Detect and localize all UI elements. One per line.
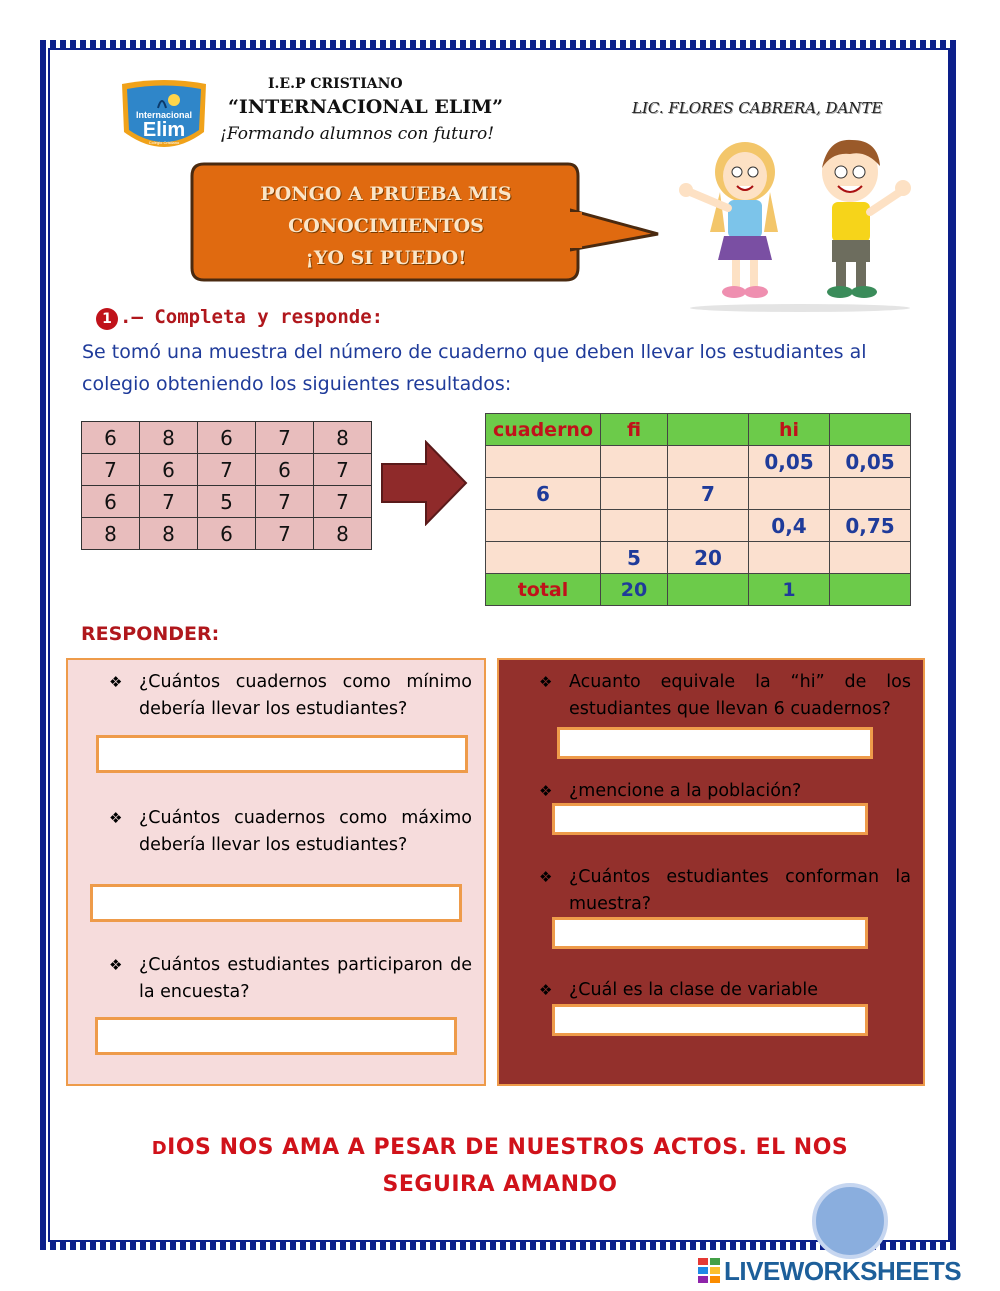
school-logo <box>118 80 210 162</box>
answer-input-population[interactable] <box>552 803 868 835</box>
table-cell: 7 <box>314 454 372 486</box>
column-header <box>830 414 911 446</box>
table-cell: 0,05 <box>830 446 911 478</box>
answer-input-hi[interactable] <box>557 727 873 759</box>
table-cell: 6 <box>486 478 601 510</box>
svg-text:Internacional: Internacional <box>135 110 193 120</box>
table-row <box>82 422 372 454</box>
column-header: cuaderno <box>486 414 601 446</box>
question-number-badge: 1 <box>96 308 118 330</box>
table-cell <box>601 510 668 542</box>
table-row <box>486 542 911 574</box>
table-cell <box>668 446 749 478</box>
table-cell: 6 <box>198 518 256 550</box>
table-cell <box>668 510 749 542</box>
bullet-icon: ❖ <box>539 673 553 691</box>
bullet-icon: ❖ <box>539 981 553 999</box>
table-cell: 7 <box>198 454 256 486</box>
table-cell: 1 <box>749 574 830 606</box>
question-variable: ❖ ¿Cuál es la clase de variable <box>569 977 911 1004</box>
table-header-row <box>486 414 911 446</box>
table-cell: 6 <box>140 454 198 486</box>
answer-input-variable[interactable] <box>552 1004 868 1036</box>
bubble-text: PONGO A PRUEBA MIS CONOCIMIENTOS ¡YO SI PUEDO! <box>260 183 512 269</box>
table-cell <box>486 446 601 478</box>
table-cell: 6 <box>256 454 314 486</box>
table-cell: 8 <box>314 422 372 454</box>
table-row <box>82 486 372 518</box>
bullet-icon: ❖ <box>539 868 553 886</box>
svg-text:Elim: Elim <box>142 119 186 141</box>
bullet-icon: ❖ <box>109 809 123 827</box>
footer-message: DIOS NOS AMA A PESAR DE NUESTROS ACTOS. EL NOS SEGUIRA AMANDO <box>151 1135 849 1197</box>
answer-input-max[interactable] <box>90 884 462 922</box>
respond-heading: RESPONDER: <box>81 623 220 645</box>
school-type: I.E.P CRISTIANO <box>268 76 403 92</box>
table-cell: 8 <box>140 518 198 550</box>
answer-input-participants[interactable] <box>95 1017 457 1055</box>
table-cell: 0,75 <box>830 510 911 542</box>
table-cell: 7 <box>256 422 314 454</box>
frequency-table <box>485 413 911 606</box>
school-slogan: ¡Formando alumnos con futuro! <box>220 124 495 144</box>
svg-text:Colegio Cristiano: Colegio Cristiano <box>148 140 180 145</box>
bullet-icon: ❖ <box>109 956 123 974</box>
column-header: hi <box>749 414 830 446</box>
question-title: .– Completa y responde: <box>120 306 384 328</box>
table-cell: 7 <box>668 478 749 510</box>
table-cell <box>668 574 749 606</box>
table-cell <box>749 478 830 510</box>
speech-bubble-tail <box>570 200 662 260</box>
right-arrow-icon <box>380 440 468 526</box>
table-cell: 6 <box>82 486 140 518</box>
table-row <box>82 454 372 486</box>
table-row <box>486 510 911 542</box>
teacher-name: LIC. FLORES CABRERA, DANTE <box>632 99 883 117</box>
school-name: “INTERNACIONAL ELIM” <box>228 96 504 118</box>
table-cell: 20 <box>601 574 668 606</box>
column-header <box>668 414 749 446</box>
kids-illustration <box>660 132 930 312</box>
table-cell: 8 <box>314 518 372 550</box>
table-cell: 6 <box>198 422 256 454</box>
table-total-row <box>486 574 911 606</box>
table-cell: 0,4 <box>749 510 830 542</box>
table-cell <box>830 478 911 510</box>
table-cell <box>486 542 601 574</box>
table-cell <box>830 574 911 606</box>
table-cell <box>749 542 830 574</box>
question-population: ❖ ¿mencione a la población? <box>569 778 911 805</box>
table-cell <box>601 446 668 478</box>
table-cell: 20 <box>668 542 749 574</box>
table-cell: 8 <box>82 518 140 550</box>
bullet-icon: ❖ <box>109 673 123 691</box>
table-cell: 7 <box>256 518 314 550</box>
table-cell <box>830 542 911 574</box>
column-header: fi <box>601 414 668 446</box>
table-cell <box>486 510 601 542</box>
question-hi-six: ❖ Acuanto equivale la “hi” de los estudiantes que llevan 6 cuadernos? <box>569 669 911 723</box>
question-intro: Se tomó una muestra del número de cuaderno que deben llevar los estudiantes al colegio obteniendo los siguientes resultados: <box>82 341 867 395</box>
table-cell <box>601 478 668 510</box>
table-cell: 8 <box>140 422 198 454</box>
raw-data-table <box>81 421 372 550</box>
table-row <box>486 478 911 510</box>
table-row <box>486 446 911 478</box>
liveworksheets-logo-icon <box>698 1258 720 1284</box>
table-cell: 5 <box>198 486 256 518</box>
table-cell: 7 <box>256 486 314 518</box>
check-answers-button[interactable] <box>812 1183 888 1259</box>
bullet-icon: ❖ <box>539 782 553 800</box>
answer-input-sample[interactable] <box>552 917 868 949</box>
question-participants: ❖ ¿Cuántos estudiantes participaron de la encuesta? <box>139 952 472 1006</box>
table-cell: total <box>486 574 601 606</box>
table-cell: 7 <box>314 486 372 518</box>
table-cell: 5 <box>601 542 668 574</box>
question-min-notebooks: ❖ ¿Cuántos cuadernos como mínimo debería llevar los estudiantes? <box>139 669 472 723</box>
table-cell: 7 <box>82 454 140 486</box>
table-row <box>82 518 372 550</box>
table-cell: 0,05 <box>749 446 830 478</box>
liveworksheets-watermark: LIVEWORKSHEETS <box>724 1256 962 1286</box>
table-cell: 7 <box>140 486 198 518</box>
answer-input-min[interactable] <box>96 735 468 773</box>
table-cell: 6 <box>82 422 140 454</box>
question-max-notebooks: ❖ ¿Cuántos cuadernos como máximo debería llevar los estudiantes? <box>139 805 472 859</box>
question-sample: ❖ ¿Cuántos estudiantes conforman la muestra? <box>569 864 911 918</box>
